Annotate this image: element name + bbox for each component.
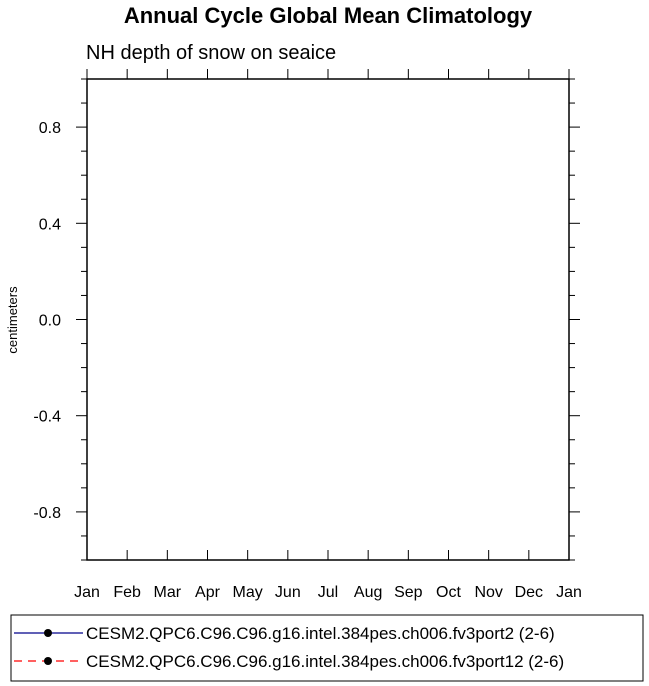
legend-label: CESM2.QPC6.C96.C96.g16.intel.384pes.ch006.fv3port2 (2-6) <box>86 624 555 643</box>
y-tick-label: -0.4 <box>33 408 61 426</box>
legend-marker <box>44 629 52 637</box>
x-tick-label: Sep <box>394 584 423 601</box>
x-tick-label: Feb <box>113 584 141 601</box>
legend-marker <box>44 657 52 665</box>
x-tick-label: Oct <box>436 584 461 601</box>
y-tick-label: -0.8 <box>33 504 61 522</box>
x-tick-label: Jun <box>274 584 301 601</box>
chart-subtitle: NH depth of snow on seaice <box>86 42 337 64</box>
x-tick-label: Apr <box>195 584 220 601</box>
chart-title: Annual Cycle Global Mean Climatology <box>123 3 533 28</box>
x-tick-label: Mar <box>153 584 182 601</box>
y-tick-label: 0.0 <box>38 312 61 330</box>
y-axis <box>33 79 580 560</box>
x-tick-label: Jan <box>556 584 582 601</box>
legend-label: CESM2.QPC6.C96.C96.g16.intel.384pes.ch006.fv3port12 (2-6) <box>86 652 565 671</box>
x-tick-label: Aug <box>353 584 383 601</box>
y-tick-label: 0.8 <box>38 120 61 138</box>
y-tick-label: 0.4 <box>38 216 61 234</box>
x-tick-label: Nov <box>474 584 503 601</box>
x-tick-label: Jul <box>317 584 339 601</box>
x-tick-label: May <box>232 584 263 601</box>
y-axis-label: centimeters <box>5 286 20 354</box>
x-axis <box>74 69 582 601</box>
x-tick-label: Jan <box>74 584 100 601</box>
x-tick-label: Dec <box>514 584 544 601</box>
plot-frame <box>87 79 569 560</box>
